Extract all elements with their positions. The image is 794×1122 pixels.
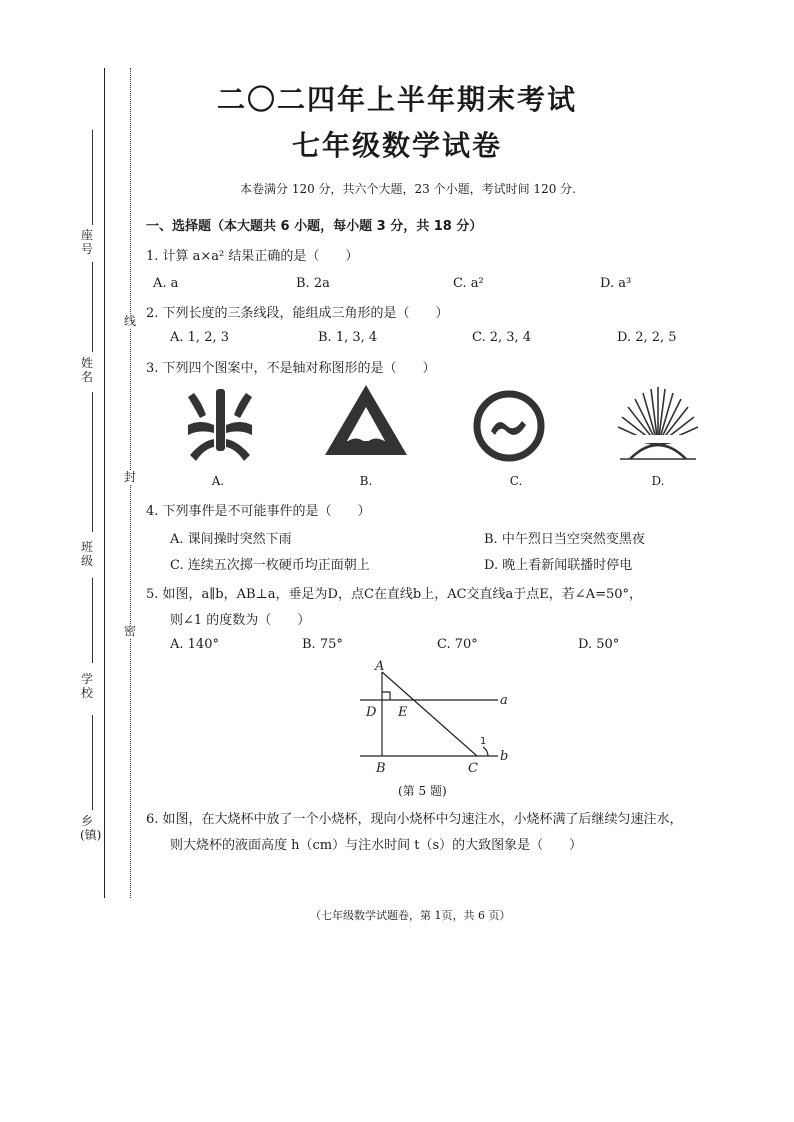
name-label: 姓名 (80, 356, 93, 384)
q3-label-c: C. (509, 474, 523, 488)
q2-stem: 2. 下列长度的三条线段，能组成三角形的是（ ） (146, 306, 449, 321)
q5-option-a: A. 140° (170, 637, 219, 652)
q4-option-c: C. 连续五次掷一枚硬币均正面朝上 (170, 558, 370, 573)
q3-label-d: D. (651, 474, 665, 488)
exam-info: 本卷满分 120 分，共六个大题，23 个小题，考试时间 120 分. (240, 182, 576, 196)
q4-option-b: B. 中午烈日当空突然变黑夜 (484, 532, 645, 547)
q5-stem-line-2: 则∠1 的度数为（ ） (170, 613, 311, 628)
q2-option-c: C. 2, 3, 4 (472, 330, 532, 345)
line-a-label: a (500, 693, 508, 708)
school-label: 学校 (80, 672, 93, 700)
q1-option-a: A. a (153, 276, 179, 291)
q1-stem: 1. 计算 a×a² 结果正确的是（ ） (146, 249, 359, 264)
q6-stem-line-2: 则大烧杯的液面高度 h（cm）与注水时间 t（s）的大致图象是（ ） (170, 838, 583, 853)
q5-figure (350, 658, 520, 784)
angle-1-arc (483, 747, 488, 756)
q3-figure-d (610, 383, 706, 463)
seal-char-secret: 密 (123, 624, 136, 638)
section-heading: 一、选择题（本大题共 6 小题，每小题 3 分，共 18 分） (146, 219, 483, 234)
q2-option-a: A. 1, 2, 3 (170, 330, 229, 345)
school-rule (92, 578, 93, 663)
q2-option-d: D. 2, 2, 5 (617, 330, 677, 345)
q1-option-c: C. a² (453, 276, 484, 291)
seal-char-line: 线 (123, 314, 136, 328)
q5-option-b: B. 75° (302, 637, 343, 652)
q4-option-d: D. 晚上看新闻联播时停电 (484, 558, 633, 573)
q5-option-d: D. 50° (578, 637, 620, 652)
q3-label-a: A. (211, 474, 225, 488)
point-c-label: C (468, 761, 478, 776)
point-d-label: D (366, 705, 377, 720)
title-line-2: 七年级数学试卷 (291, 129, 502, 162)
exam-no-label: 座号 (80, 228, 93, 256)
q5-figure-caption: (第 5 题) (398, 784, 447, 798)
q3-figure-a (180, 385, 260, 465)
segment-ac (382, 672, 477, 756)
q3-figure-b (323, 383, 409, 459)
title-line-1: 二〇二四年上半年期末考试 (216, 83, 577, 116)
q1-option-b: B. 2a (296, 276, 330, 291)
q1-option-d: D. a³ (600, 276, 632, 291)
name-rule (92, 262, 93, 352)
town-label: 乡(镇) (80, 814, 102, 842)
point-b-label: B (376, 761, 386, 776)
q3-stem: 3. 下列四个图案中，不是轴对称图形的是（ ） (146, 361, 436, 376)
q5-stem-line-1: 5. 如图，a∥b，AB⊥a，垂足为D，点C在直线b上，AC交直线a于点E，若∠A=50°， (146, 587, 643, 602)
q4-option-a: A. 课间操时突然下雨 (170, 532, 292, 547)
seal-char-seal: 封 (123, 470, 136, 484)
binding-line-solid (104, 68, 105, 898)
q3-figure-c (470, 387, 548, 465)
q2-option-b: B. 1, 3, 4 (318, 330, 378, 345)
angle-1-label: 1 (480, 736, 487, 747)
q4-stem: 4. 下列事件是不可能事件的是（ ） (146, 504, 371, 519)
class-rule (92, 392, 93, 532)
town-rule (92, 715, 93, 810)
page-footer: （七年级数学试题卷，第 1页，共 6 页） (310, 909, 511, 922)
point-e-label: E (398, 705, 408, 720)
q5-option-c: C. 70° (437, 637, 478, 652)
q3-label-b: B. (359, 474, 373, 488)
q6-stem-line-1: 6. 如图，在大烧杯中放了一个小烧杯，现向小烧杯中匀速注水，小烧杯满了后继续匀速注水， (146, 812, 683, 827)
class-label: 班级 (80, 540, 93, 568)
line-b-label: b (500, 749, 509, 764)
right-angle-mark (382, 692, 390, 700)
point-a-label: A (375, 659, 385, 674)
